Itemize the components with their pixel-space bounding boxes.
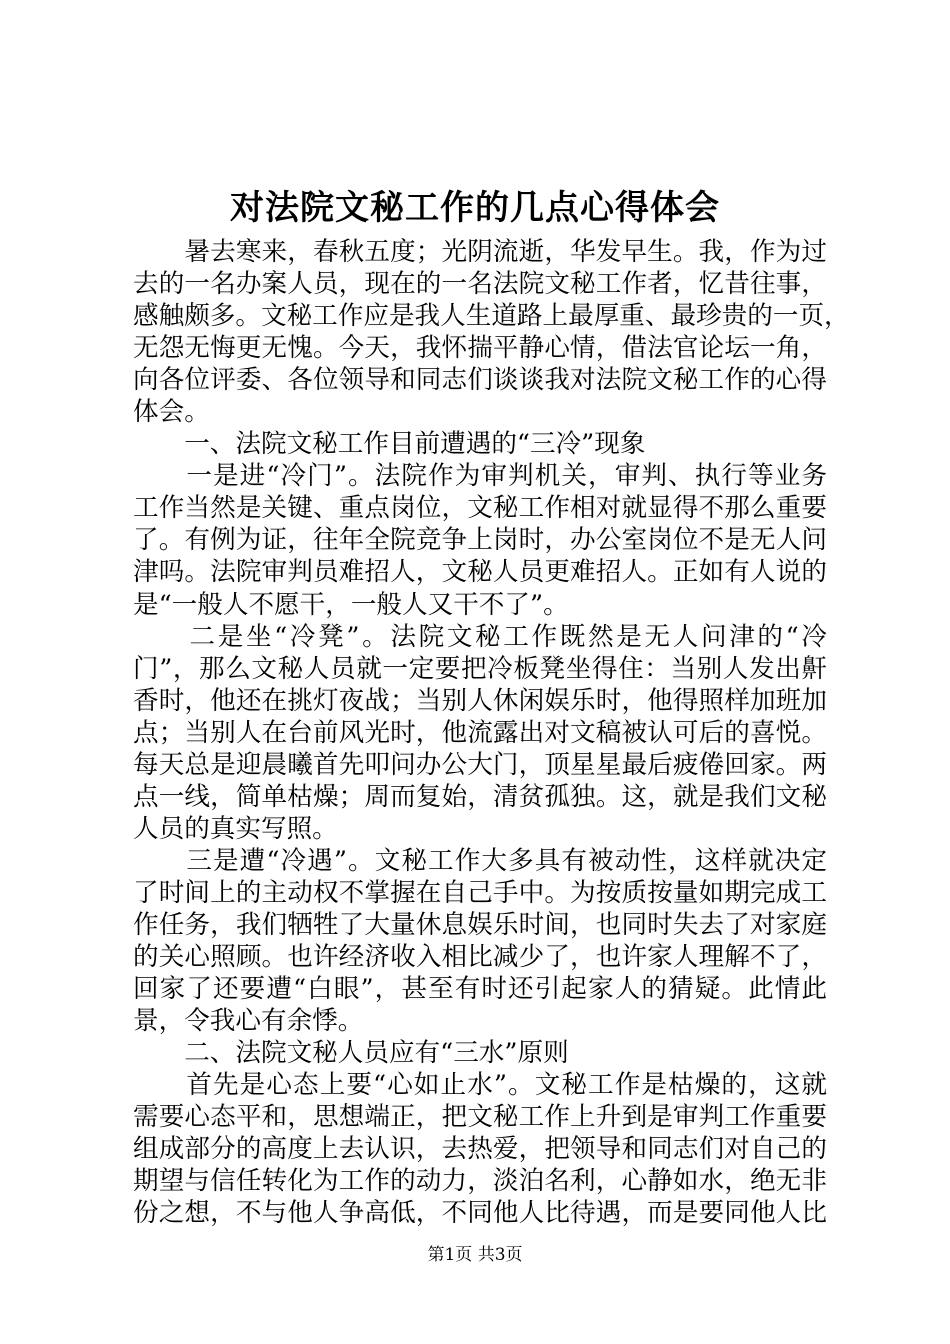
text-line: 二是坐“冷凳”。法院文秘工作既然是无人问津的“冷 (133, 621, 827, 652)
text-line: 组成部分的高度上去认识，去热爱，把领导和同志们对自己的 (133, 1134, 827, 1165)
text-line: 一是进“冷门”。法院作为审判机关，审判、执行等业务 (133, 461, 827, 492)
text-line: 二、法院文秘人员应有“三水”原则 (133, 1038, 569, 1069)
text-line: 向各位评委、各位领导和同志们谈谈我对法院文秘工作的心得 (133, 365, 827, 396)
page-footer: 第1页 共3页 (427, 1245, 523, 1265)
text-line: 了时间上的主动权不掌握在自己手中。为按质按量如期完成工 (133, 877, 827, 908)
text-line: 香时，他还在挑灯夜战；当别人休闲娱乐时，他得照样加班加 (133, 685, 827, 716)
text-line: 体会。 (133, 397, 210, 428)
text-line: 无怨无悔更无愧。今天，我怀揣平静心情，借法官论坛一角， (133, 333, 827, 364)
text-line: 点；当别人在台前风光时，他流露出对文稿被认可后的喜悦。 (133, 717, 827, 748)
text-line: 作任务，我们牺牲了大量休息娱乐时间，也同时失去了对家庭 (133, 909, 827, 940)
text-line: 景，令我心有余悸。 (133, 1006, 364, 1037)
text-line: 暑去寒来，春秋五度；光阴流逝，华发早生。我，作为过 (133, 237, 827, 267)
text-line: 工作当然是关键、重点岗位，文秘工作相对就显得不那么重要 (133, 493, 827, 524)
text-line: 点一线，简单枯燥；周而复始，清贫孤独。这，就是我们文秘 (133, 781, 827, 812)
text-line: 期望与信任转化为工作的动力，淡泊名利，心静如水，绝无非 (133, 1166, 827, 1197)
document-title: 对法院文秘工作的几点心得体会 (230, 188, 720, 228)
document-body (133, 236, 850, 1229)
text-line: 的关心照顾。也许经济收入相比减少了，也许家人理解不了， (133, 942, 827, 973)
text-line: 一、法院文秘工作目前遭遇的“三冷”现象 (133, 429, 646, 460)
text-line: 了。有例为证，往年全院竞争上岗时，办公室岗位不是无人问 (133, 525, 827, 556)
text-line: 津吗。法院审判员难招人，文秘人员更难招人。正如有人说的 (133, 557, 827, 588)
text-line: 门”，那么文秘人员就一定要把冷板凳坐得住：当别人发出鼾 (133, 653, 827, 684)
text-line: 首先是心态上要“心如止水”。文秘工作是枯燥的，这就 (133, 1070, 827, 1101)
text-line: 是“一般人不愿干，一般人又干不了”。 (133, 589, 569, 620)
text-line: 感触颇多。文秘工作应是我人生道路上最厚重、最珍贵的一页， (133, 301, 850, 332)
text-line: 去的一名办案人员，现在的一名法院文秘工作者，忆昔往事， (133, 269, 827, 300)
text-line: 每天总是迎晨曦首先叩问办公大门，顶星星最后疲倦回家。两 (133, 749, 827, 780)
text-line: 份之想，不与他人争高低，不同他人比待遇，而是要同他人比 (133, 1198, 827, 1229)
text-line: 三是遭“冷遇”。文秘工作大多具有被动性，这样就决定 (133, 845, 827, 876)
text-line: 需要心态平和，思想端正，把文秘工作上升到是审判工作重要 (133, 1102, 827, 1133)
text-line: 回家了还要遭“白眼”，甚至有时还引起家人的猜疑。此情此 (133, 974, 827, 1005)
text-line: 人员的真实写照。 (133, 813, 338, 844)
